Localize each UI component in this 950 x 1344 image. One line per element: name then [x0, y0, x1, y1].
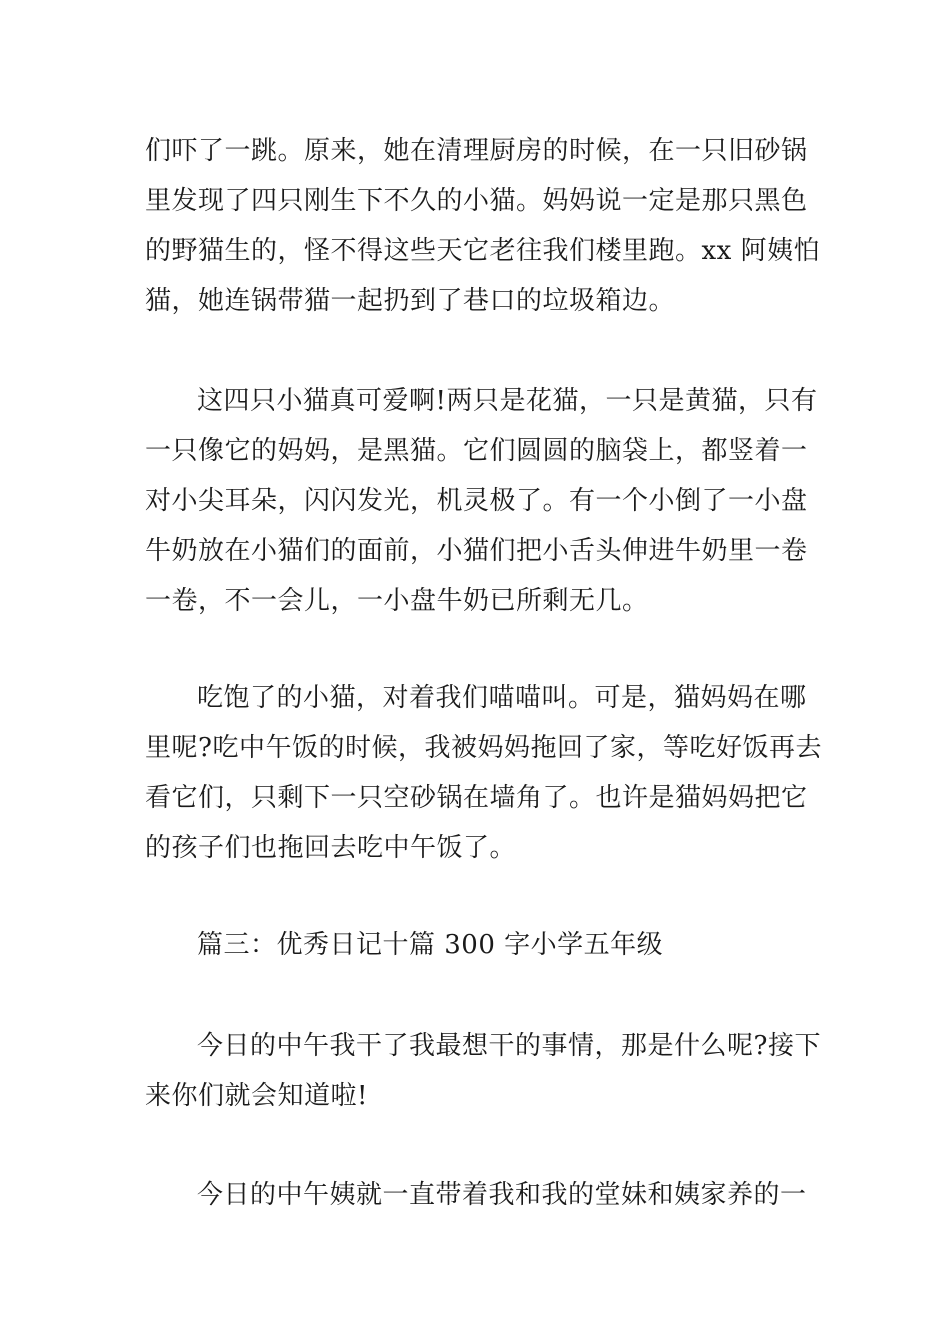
paragraph-noon [145, 1021, 821, 1121]
text-line: 猫，她连锅带猫一起扔到了巷口的垃圾箱边。 [145, 286, 676, 316]
text-line: 牛奶放在小猫们的面前，小猫们把小舌头伸进牛奶里一卷 [145, 536, 808, 566]
text-line: 对小尖耳朵，闪闪发光，机灵极了。有一个小倒了一小盘 [145, 486, 808, 516]
text-line: 里发现了四只刚生下不久的小猫。妈妈说一定是那只黑色 [145, 186, 808, 216]
paragraph-continuation [145, 126, 821, 326]
heading-text: 篇三：优秀日记十篇 300 字小学五年级 [197, 930, 664, 960]
text-line: 今日的中午姨就一直带着我和我的堂妹和姨家养的一 [197, 1180, 807, 1210]
text-line: 一卷，不一会儿，一小盘牛奶已所剩无几。 [145, 586, 649, 616]
text-line: 的孩子们也拖回去吃中午饭了。 [145, 833, 517, 863]
paragraph-aunt [145, 1170, 810, 1220]
text-line: 看它们，只剩下一只空砂锅在墙角了。也许是猫妈妈把它 [145, 783, 808, 813]
text-line: 一只像它的妈妈，是黑猫。它们圆圆的脑袋上，都竖着一 [145, 436, 808, 466]
text-line: 的野猫生的，怪不得这些天它老往我们楼里跑。xx 阿姨怕 [145, 236, 821, 266]
text-line: 吃饱了的小猫，对着我们喵喵叫。可是，猫妈妈在哪 [197, 683, 807, 713]
paragraph-kittens [145, 376, 818, 626]
section-heading [145, 920, 810, 970]
text-line: 今日的中午我干了我最想干的事情，那是什么呢?接下 [197, 1031, 821, 1061]
text-line: 来你们就会知道啦! [145, 1081, 368, 1111]
text-line: 这四只小猫真可爱啊!两只是花猫，一只是黄猫，只有 [197, 386, 818, 416]
paragraph-mother-cat [145, 673, 822, 873]
text-line: 里呢?吃中午饭的时候，我被妈妈拖回了家，等吃好饭再去 [145, 733, 822, 763]
text-line: 们吓了一跳。原来，她在清理厨房的时候，在一只旧砂锅 [145, 136, 808, 166]
